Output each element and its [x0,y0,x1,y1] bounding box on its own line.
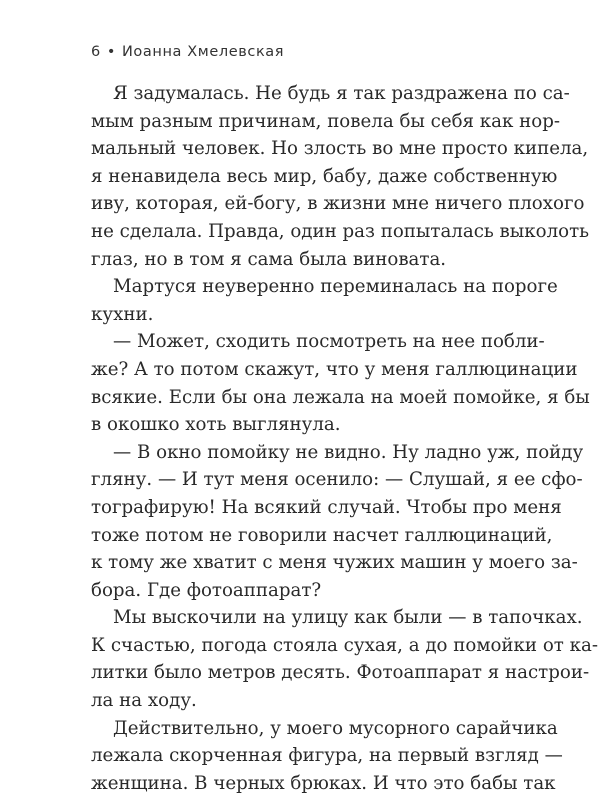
page-number: 6 [91,44,101,60]
text-line: Действительно, у моего мусорного сарайчика [113,717,558,739]
author-name: Иоанна Хмелевская [121,44,285,60]
text-line: в окошко хоть выглянула. [91,414,341,436]
text-line: бора. Где фотоаппарат? [91,579,322,601]
text-line: Мы выскочили на улицу как были — в тапочках. [113,607,583,629]
running-head [91,44,284,60]
text-line: К счастью, погода стояла сухая, а до помойки от ка- [91,634,598,656]
text-line: женщина. В черных брюках. И что это бабы так [91,772,556,794]
header-separator: • [106,44,116,60]
text-line: Я задумалась. Не будь я так раздражена по са- [113,83,570,104]
text-line: я ненавидела весь мир, бабу, даже собственную [91,165,558,187]
text-line: лежала скорченная фигура, на первый взгляд — [91,745,563,767]
text-line: мальный человек. Но злость во мне просто кипела, [91,138,589,160]
text-line: же? А то потом скажут, что у меня галлюцинации [91,358,578,380]
text-line: литки было метров десять. Фотоаппарат я настрои- [91,662,590,684]
text-line: глаз, но в том я сама была виновата. [91,248,447,270]
text-line: не сделала. Правда, один раз попыталась выколоть [91,220,590,242]
text-line: ла на ходу. [91,690,197,712]
text-line: тоже потом не говорили насчет галлюцинаций, [91,524,553,546]
text-line: тографирую! На всякий случай. Чтобы про меня [91,496,562,518]
text-line: кухни. [91,303,154,325]
text-line: Мартуся неуверенно переминалась на пороге [113,276,558,298]
text-line: к тому же хватит с меня чужих машин у моего за- [91,552,578,574]
body-text [91,80,598,797]
text-line: — Может, сходить посмотреть на нее побли- [113,331,545,353]
text-line: гляну. — И тут меня осенило: — Слушай, я ее сфо- [91,469,583,491]
text-line: всякие. Если бы она лежала на моей помойке, я бы [91,386,590,408]
text-line: — В окно помойку не видно. Ну ладно уж, пойду [113,441,584,463]
text-line: мым разным причинам, повела бы себя как нор- [91,110,561,132]
text-line: иву, которая, ей-богу, в жизни мне ничего плохого [91,193,585,215]
